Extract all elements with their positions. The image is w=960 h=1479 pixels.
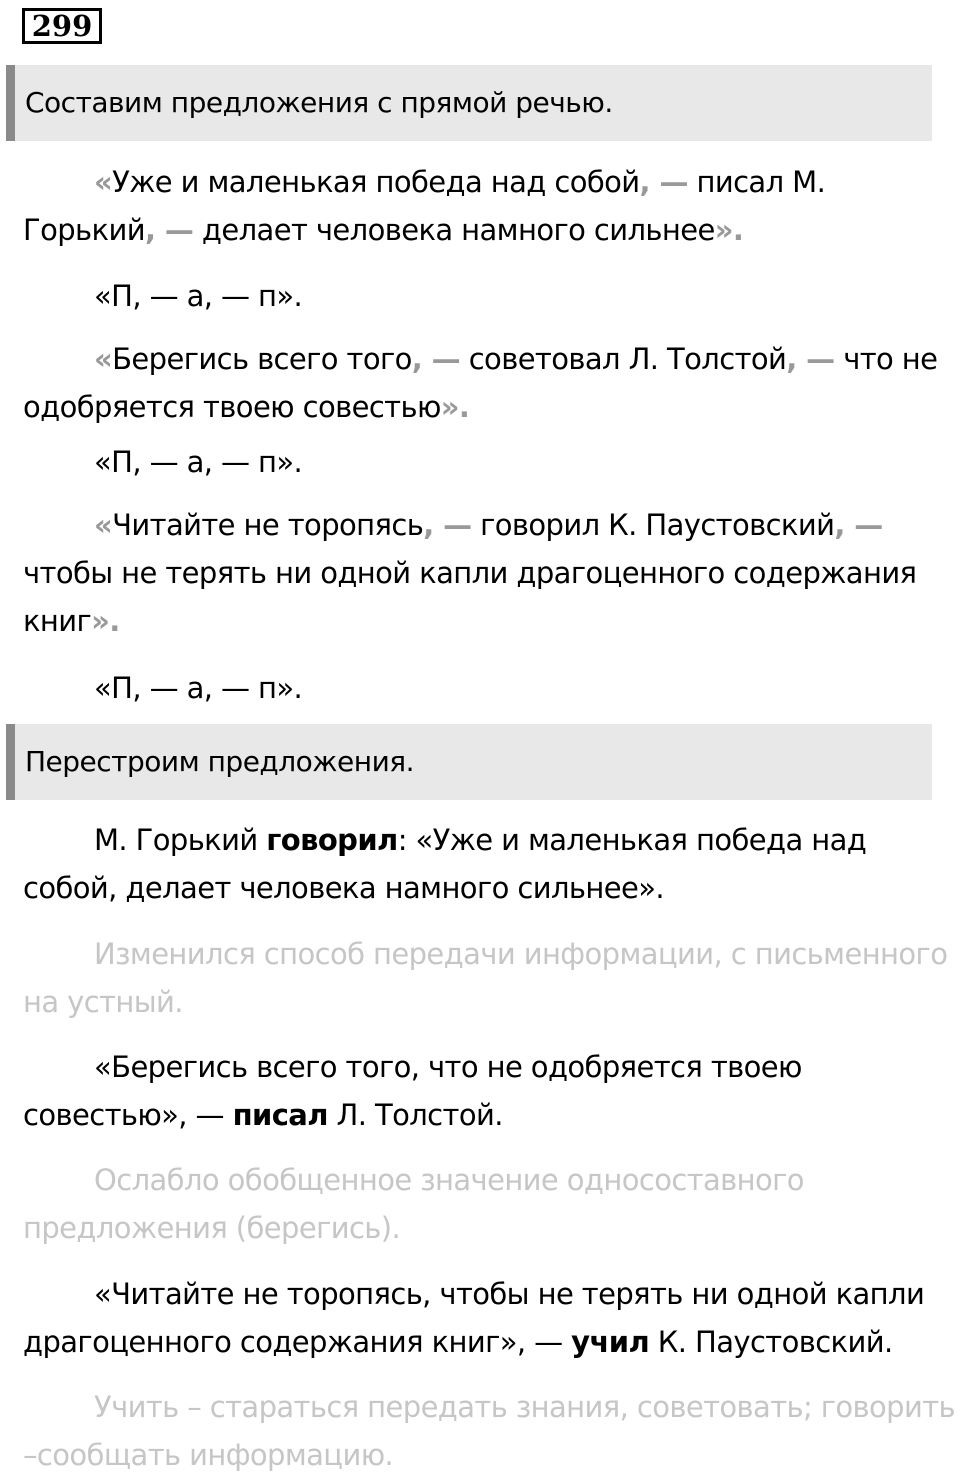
sentence-verb: говорил	[266, 823, 398, 857]
section-title-direct-speech: Составим предложения с прямой речью.	[6, 65, 932, 141]
quote-tolstoy	[23, 335, 960, 431]
punctuation-comma-dash: , —	[144, 213, 194, 247]
punctuation-comma-dash: , —	[423, 508, 472, 542]
sentence-post: К. Паустовский.	[649, 1325, 893, 1359]
rebuilt-sentence-gorky	[23, 816, 960, 912]
note-gorky: Изменился способ передачи информации, с письменного на устный.	[23, 937, 948, 1019]
sentence-post: : «Уже и маленькая победа над собой, делает человека намного сильнее».	[23, 823, 867, 905]
quote-text-part2: делает человека намного сильнее	[193, 213, 715, 247]
author-words: говорил К. Паустовский	[471, 508, 835, 542]
sentence-verb: учил	[571, 1325, 650, 1359]
quote-gorky	[23, 158, 960, 254]
sentence-pre: М. Горький	[94, 823, 267, 857]
scheme-2: «П, — а, — п».	[94, 445, 303, 479]
note-tolstoy: Ослабло обобщенное значение односоставного предложения (берегись).	[23, 1163, 804, 1245]
rebuilt-sentence-paustovsky	[23, 1270, 960, 1366]
note-paustovsky: Учить – стараться передать знания, советовать; говорить –сообщать информацию.	[23, 1390, 956, 1472]
quote-open-mark: «	[94, 165, 113, 199]
rebuilt-sentence-tolstoy	[23, 1043, 960, 1139]
sentence-verb: писал	[232, 1098, 328, 1132]
sentence-pre: «Берегись всего того, что не одобряется твоею совестью», —	[23, 1050, 802, 1132]
quote-close-mark: ».	[440, 390, 470, 424]
quote-open-mark: «	[94, 342, 113, 376]
quote-text-part2: чтобы не терять ни одной капли драгоценного содержания книг	[23, 556, 917, 638]
exercise-number: 299	[22, 8, 102, 44]
scheme-1: «П, — а, — п».	[94, 279, 303, 313]
quote-paustovsky	[23, 501, 960, 645]
author-words: советовал Л. Толстой	[460, 342, 787, 376]
punctuation-comma-dash: , —	[834, 508, 883, 542]
sentence-post: Л. Толстой.	[327, 1098, 503, 1132]
sentence-pre: «Читайте не торопясь, чтобы не терять ни одной капли драгоценного содержания книг», —	[23, 1277, 925, 1359]
quote-text-part2: что не одобряется твоею совестью	[23, 342, 938, 424]
section-title-rebuild: Перестроим предложения.	[6, 724, 932, 800]
quote-close-mark: ».	[714, 213, 744, 247]
punctuation-comma-dash: , —	[639, 165, 688, 199]
quote-text-part1: Берегись всего того	[112, 342, 412, 376]
quote-text-part1: Уже и маленькая победа над собой	[112, 165, 640, 199]
quote-text-part1: Читайте не торопясь	[112, 508, 424, 542]
scheme-3: «П, — а, — п».	[94, 671, 303, 705]
quote-close-mark: ».	[91, 604, 120, 638]
punctuation-comma-dash: , —	[411, 342, 461, 376]
author-words: писал М. Горький	[23, 165, 826, 247]
punctuation-comma-dash: , —	[786, 342, 835, 376]
quote-open-mark: «	[94, 508, 113, 542]
